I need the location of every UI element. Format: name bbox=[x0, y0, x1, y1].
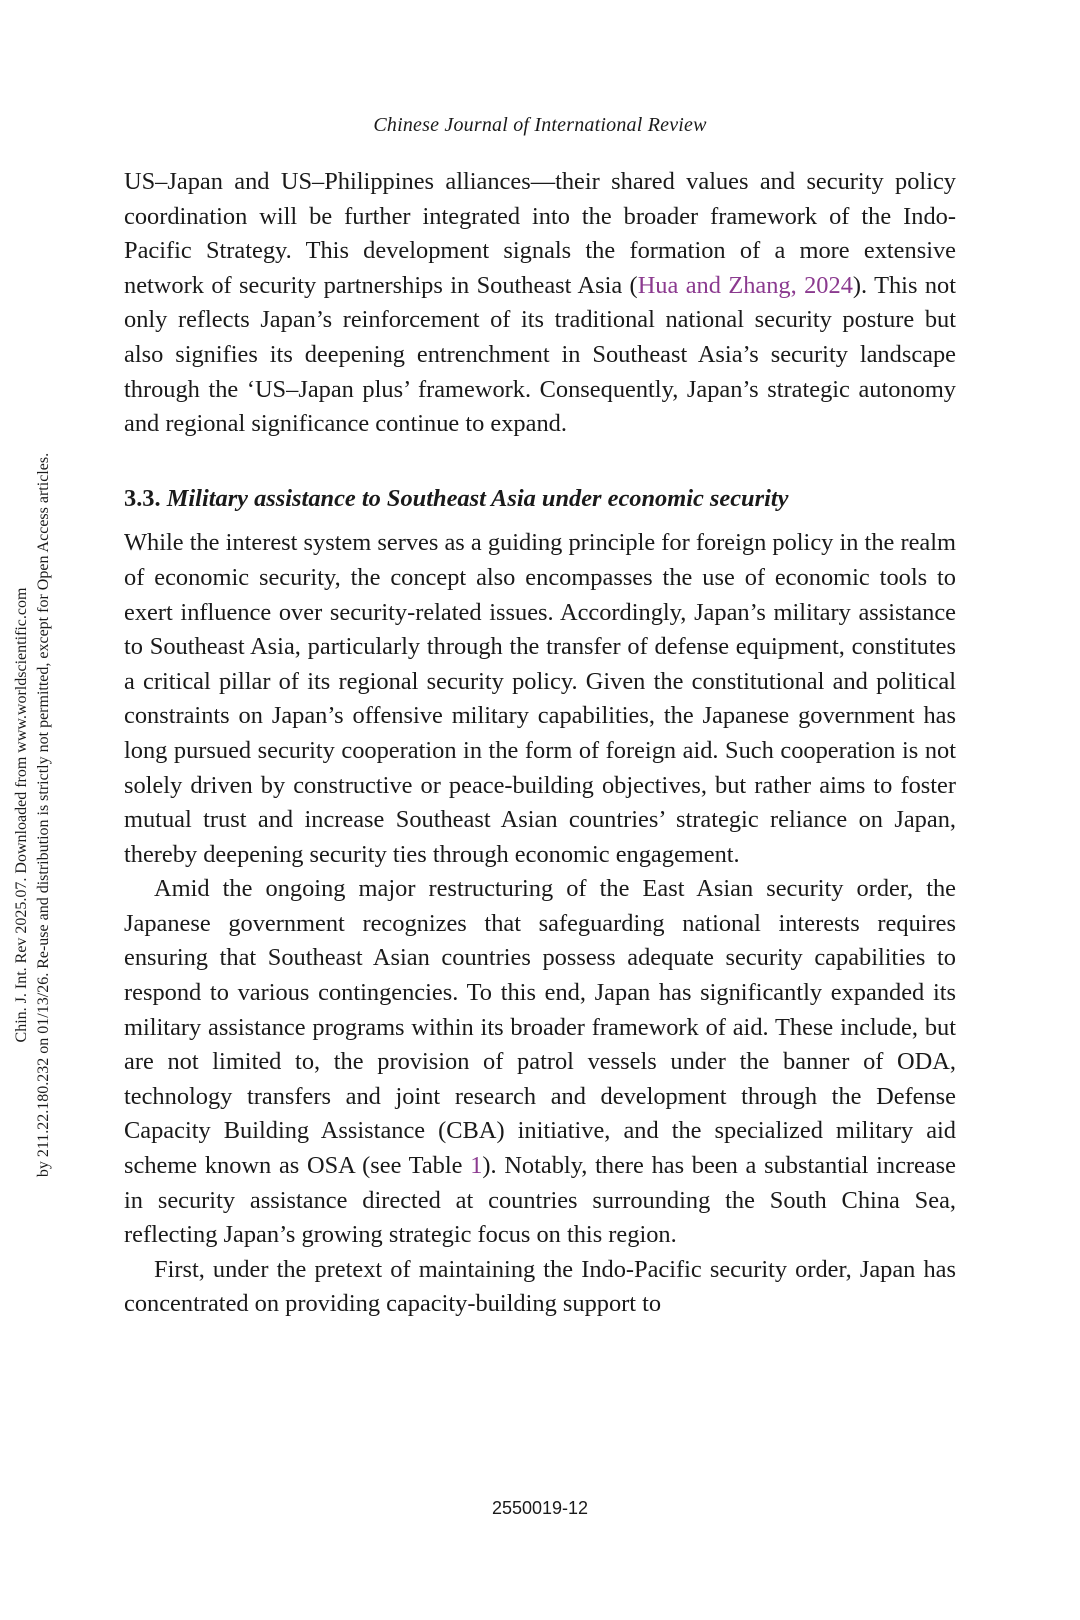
citation-link-hua-zhang-2024[interactable]: Hua and Zhang, 2024 bbox=[637, 271, 853, 299]
download-notice bbox=[11, 405, 55, 1225]
paragraph-3 bbox=[124, 872, 956, 1253]
section-heading bbox=[124, 482, 956, 517]
paragraph-1 bbox=[124, 165, 956, 442]
download-notice-line-2: by 211.22.180.232 on 01/13/26. Re-use and distribution is strictly not permitted, except for Open Access articles. bbox=[35, 452, 52, 1178]
section-number: 3.3. bbox=[124, 484, 161, 512]
page-number: 2550019-12 bbox=[491, 1498, 589, 1518]
paragraph-3-text-a: Amid the ongoing major restructuring of the East Asian security order, the Japanese government recognizes that safeguarding national interests requires ensuring that Southeast Asian countries possess adequate security capabilities to respond to various contingencies. To this end, Japan has significantly expanded its military assistance programs within its broader framework of aid. These include, but are not limited to, the provision of patrol vessels under the banner of ODA, technology transfers and joint research and development through the Defense Capacity Building Assistance (CBA) initiative, and the specialized military aid scheme known as OSA (see Table bbox=[124, 875, 956, 1180]
paragraph-3-text-b: ). Notably, there has been a substantial increase in security assistance directed at countries surrounding the South China Sea, reflecting Japan’s growing strategic focus on this region. bbox=[124, 1152, 956, 1249]
paragraph-2: While the interest system serves as a guiding principle for foreign policy in the realm of economic security, the concept also encompasses the use of economic tools to exert influence over security-related issues. Accordingly, Japan’s military assistance to Southeast Asia, particularly through the transfer of defense equipment, constitutes a critical pillar of its regional security policy. Given the constitutional and political constraints on Japan’s offensive military capabilities, the Japanese government has long pursued security cooperation in the form of foreign aid. Such cooperation is not solely driven by constructive or peace-building objectives, but rather aims to foster mutual trust and increase Southeast Asian countries’ strategic reliance on Japan, thereby deepening security ties through economic engagement. bbox=[124, 529, 956, 868]
paragraph-1-text-a: US–Japan and US–Philippines alliances—their shared values and security policy coordination will be further integrated into the broader framework of the Indo-Pacific Strategy. This development signals the formation of a more extensive network of security partnerships in Southeast Asia ( bbox=[124, 168, 956, 299]
paragraph-4: First, under the pretext of maintaining the Indo-Pacific security order, Japan has concentrated on providing capacity-building support to bbox=[124, 1255, 956, 1318]
section-title: Military assistance to Southeast Asia under economic security bbox=[166, 484, 789, 512]
paragraph-1-text-b: ). This not only reflects Japan’s reinforcement of its traditional national security posture but also signifies its deepening entrenchment in Southeast Asia’s security landscape through the ‘US–Japan plus’ framework. Consequently, Japan’s strategic autonomy and regional significance continue to expand. bbox=[124, 271, 956, 438]
download-notice-line-1: Chin. J. Int. Rev 2025.07. Downloaded from www.worldscientific.com bbox=[13, 587, 30, 1043]
article-body bbox=[124, 165, 956, 1322]
running-head: Chinese Journal of International Review bbox=[373, 114, 707, 136]
table-1-reference-link[interactable]: 1 bbox=[470, 1152, 483, 1180]
